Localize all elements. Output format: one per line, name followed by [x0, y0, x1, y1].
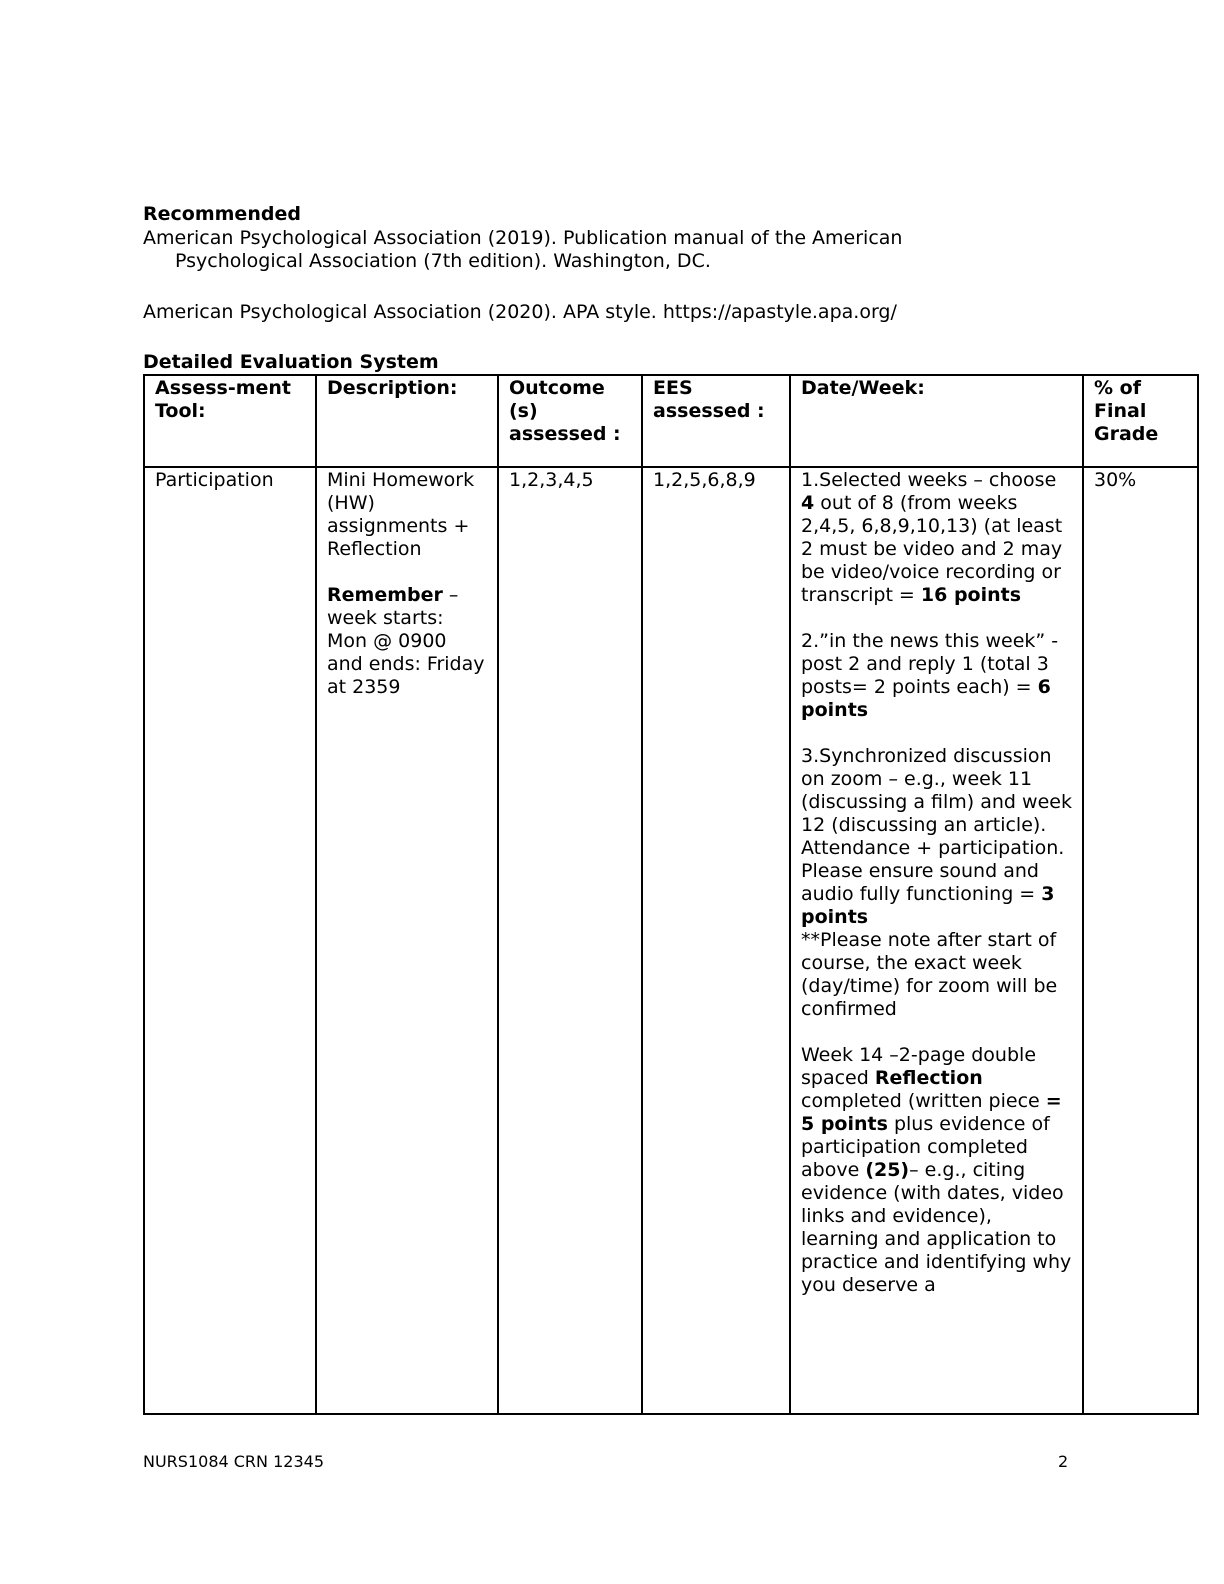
header-date-week: Date/Week:	[790, 375, 1083, 467]
date-item-3-note: **Please note after start of course, the exact week (day/time) for zoom will be confirmed	[801, 929, 1058, 1020]
recommended-heading: Recommended	[143, 203, 301, 225]
cell-description	[316, 467, 498, 1414]
footer-page-number: 2	[1058, 1452, 1069, 1471]
reference-2: American Psychological Association (2020). APA style. https://apastyle.apa.org/	[143, 301, 897, 323]
footer-course: NURS1084 CRN 12345	[143, 1452, 324, 1471]
cell-final-grade: 30%	[1083, 467, 1198, 1414]
header-outcomes: Outcome (s) assessed :	[498, 375, 642, 467]
reference-1-line-1: American Psychological Association (2019). Publication manual of the American	[143, 227, 903, 249]
reference-1-line-2: Psychological Association (7th edition). Washington, DC.	[175, 250, 711, 272]
remember-label: Remember	[327, 584, 443, 606]
table-row	[144, 467, 1198, 1414]
evaluation-heading: Detailed Evaluation System	[143, 351, 439, 373]
cell-tool: Participation	[144, 467, 316, 1414]
header-assessment-tool: Assess-ment Tool:	[144, 375, 316, 467]
cell-ees: 1,2,5,6,8,9	[642, 467, 790, 1414]
header-ees: EES assessed :	[642, 375, 790, 467]
table-header-row	[144, 375, 1198, 467]
date-item-4: Week 14 –2-page double spaced Reflection completed (written piece = 5 points plus evidence of participation completed above (25)– e.g., citing evidence (with dates, video links and evidence), learning and application to practice and identifying why you deserve a	[801, 1044, 1072, 1296]
evaluation-table	[143, 374, 1199, 1415]
description-part-1: Mini Homework (HW) assignments + Reflection	[327, 469, 475, 560]
date-item-1: 1.Selected weeks – choose 4 out of 8 (from weeks 2,4,5, 6,8,9,10,13) (at least 2 must be video and 2 may be video/voice recording or transcript = 16 points	[801, 469, 1063, 606]
remember-text: – week starts: Mon @ 0900 and ends: Friday at 2359	[327, 584, 485, 698]
date-item-3: 3.Synchronized discussion on zoom – e.g., week 11 (discussing a film) and week 12 (discussing an article). Attendance + participation. Please ensure sound and audio fully functioning = 3 points	[801, 745, 1072, 928]
header-final-grade: % of Final Grade	[1083, 375, 1198, 467]
description-remember	[327, 584, 488, 699]
cell-date-week	[790, 467, 1083, 1414]
header-description: Description:	[316, 375, 498, 467]
cell-outcomes: 1,2,3,4,5	[498, 467, 642, 1414]
date-item-2: 2.”in the news this week” - post 2 and reply 1 (total 3 posts= 2 points each) = 6 points	[801, 630, 1059, 721]
